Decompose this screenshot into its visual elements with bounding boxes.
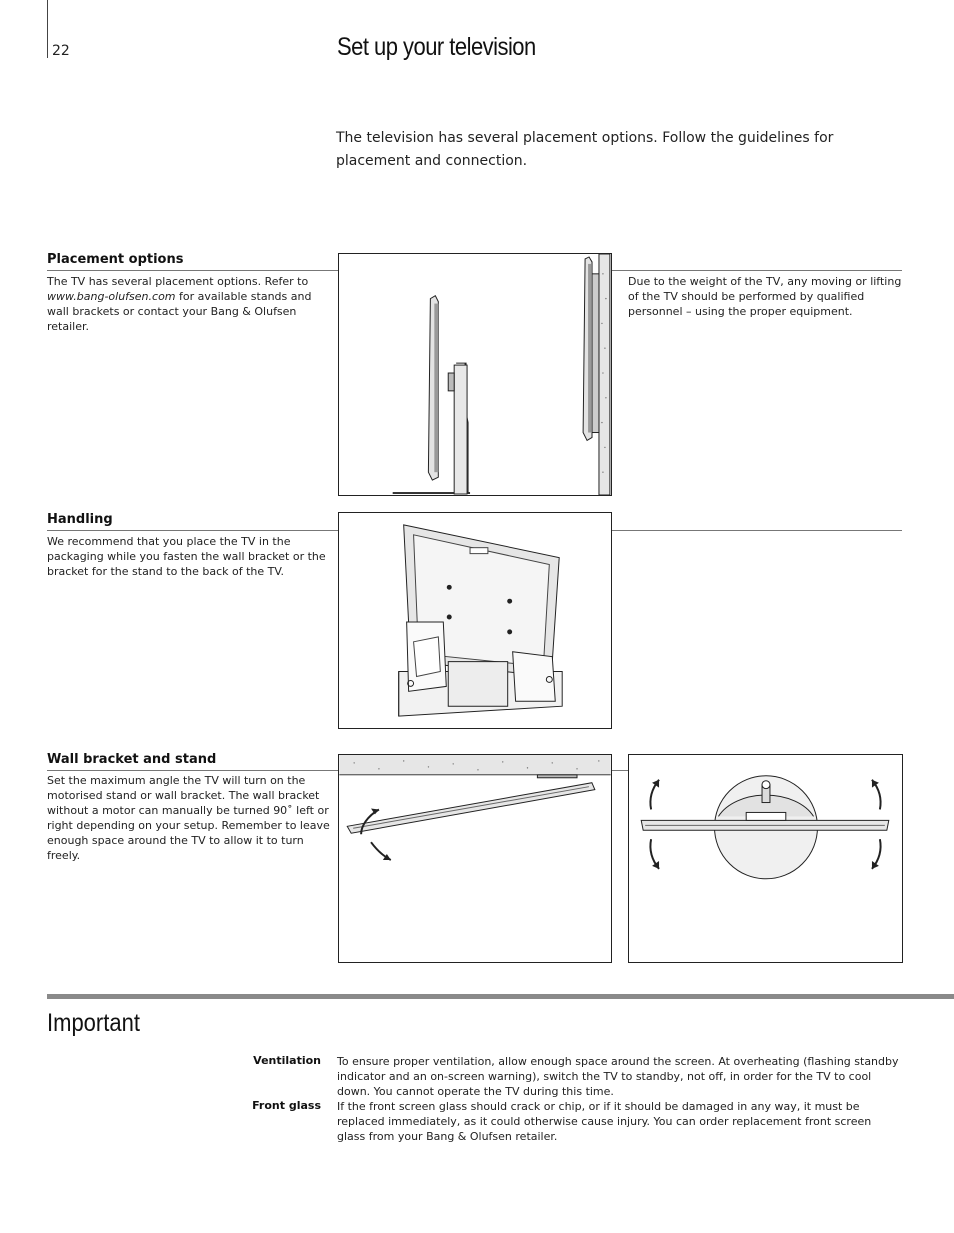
tv-in-packaging-illustration <box>339 513 611 728</box>
tv-stand-and-wall-illustration <box>339 254 611 495</box>
placement-text: The TV has several placement options. Refer to www.bang-olufsen.com for available stands and wall brackets or contact your Bang & Olufsen retailer. <box>47 275 312 333</box>
front-glass-text: If the front screen glass should crack or chip, or if it should be damaged in any way, it must be replaced immediately, as it could otherwise cause injury. You can order replacement front screen glass from your Bang & Olufsen retailer. <box>337 1100 872 1143</box>
retailer-link[interactable]: www.bang-olufsen.com <box>47 290 176 303</box>
ventilation-label: Ventilation <box>253 1054 321 1067</box>
handling-figure <box>338 512 612 729</box>
wall-bracket-heading: Wall bracket and stand <box>47 752 217 767</box>
handling-heading: Handling <box>47 512 113 527</box>
stand-rotation-illustration <box>629 755 902 962</box>
page-number: 22 <box>52 43 70 59</box>
page-title: Set up your television <box>337 33 536 61</box>
ventilation-text: To ensure proper ventilation, allow enough space around the screen. At overheating (flashing standby indicator and an on-screen warning), switch the TV to standby, not off, in order for the TV to cool down. You cannot operate the TV during this time. <box>337 1055 899 1098</box>
placement-figure <box>338 253 612 496</box>
placement-heading: Placement options <box>47 252 184 267</box>
weight-warning-text: Due to the weight of the TV, any moving or lifting of the TV should be performed by qualified personnel – using the proper equipment. <box>628 275 902 318</box>
page-margin-line <box>47 0 48 58</box>
important-heading: Important <box>47 1009 140 1037</box>
wall-bracket-connector-rule <box>612 770 628 771</box>
section-divider-bar <box>47 994 954 999</box>
stand-figure <box>628 754 903 963</box>
handling-rule <box>47 530 338 531</box>
handling-side-rule <box>612 530 902 531</box>
wall-bracket-rotation-illustration <box>339 755 611 962</box>
wall-bracket-text: Set the maximum angle the TV will turn on the motorised stand or wall bracket. The wall bracket without a motor can manually be turned 90˚ left or right depending on your setup. Remember to leave enough space around the TV to allow it to turn freely. <box>47 774 330 862</box>
wall-bracket-rule <box>47 770 338 771</box>
placement-rule <box>47 270 338 271</box>
intro-paragraph: The television has several placement options. Follow the guidelines for placement and connection. <box>336 130 834 169</box>
placement-side-rule <box>612 270 902 271</box>
handling-text: We recommend that you place the TV in the packaging while you fasten the wall bracket or the bracket for the stand to the back of the TV. <box>47 535 326 578</box>
wall-bracket-figure <box>338 754 612 963</box>
front-glass-label: Front glass <box>252 1099 321 1112</box>
